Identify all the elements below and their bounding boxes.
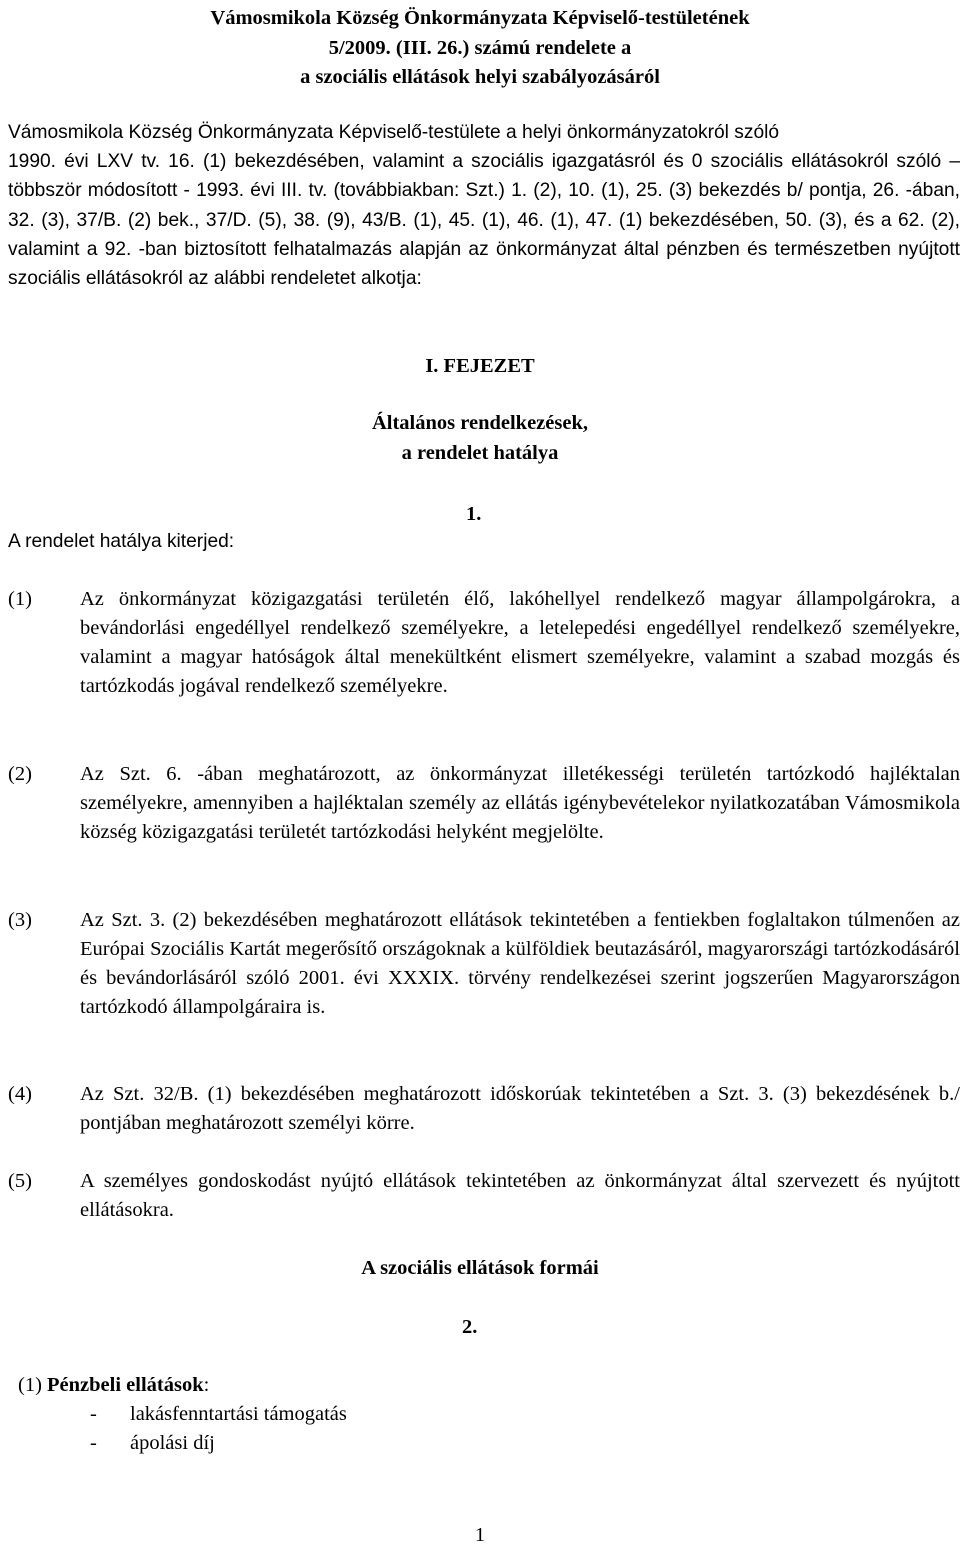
paragraph-text: Az Szt. 32/B. (1) bekezdésében meghatározott időskorúak tekintetében a Szt. 3. (3) bekezdésének b./ pontjában meghatározott személyi körre.: [80, 1083, 960, 1134]
chapter-subtitle: [0, 409, 960, 468]
chapter-title: I. FEJEZET: [425, 355, 535, 377]
title-line-3: a szociális ellátások helyi szabályozásáról: [300, 66, 660, 88]
chapter-subtitle-line-1: Általános rendelkezések,: [371, 412, 588, 434]
benefit-label-colon: :: [203, 1374, 210, 1396]
section-1-paragraph-5: [8, 1167, 960, 1225]
section-1-paragraph-1: [8, 585, 960, 701]
section-1-paragraph-4: [8, 1080, 960, 1138]
preamble-body: 1990. évi LXV tv. 16. (1) bekezdésében, valamint a szociális igazgatásról és 0 szociális ellátásokról szóló – többször módosított - 1993. évi III. tv. (továbbiakban: Szt.) 1. (2), 10. (1), 25. (3) bekezdés b/ pontja, 26. -ában, 32. (3), 37/B. (2) bek., 37/D. (5), 38. (9), 43/B. (1), 45. (1), 46. (1), 47. (1) bekezdésében, 50. (3), és a 62. (2), valamint a 92. -ban biztosított felhatalmazás alapján az önkormányzat által pénzben és természetben nyújtott szociális ellátásokról az alábbi rendeletet alkotja:: [8, 151, 960, 290]
paragraph-number: (5): [8, 1170, 32, 1192]
title-line-1: Vámosmikola Község Önkormányzata Képviselő-testületének: [210, 7, 750, 29]
paragraph-number: (1): [8, 588, 32, 610]
section-2-number: 2.: [462, 1316, 478, 1338]
paragraph-number: (3): [8, 909, 32, 931]
list-item-text: ápolási díj: [130, 1432, 215, 1454]
list-dash: -: [90, 1403, 97, 1425]
paragraph-number: (4): [8, 1083, 32, 1105]
list-dash: -: [90, 1432, 97, 1454]
section-1-paragraph-2: [8, 760, 960, 847]
document-title: [0, 4, 960, 93]
paragraph-text: Az önkormányzat közigazgatási területén élő, lakóhellyel rendelkező magyar állampolgárokra, a bevándorlási engedéllyel rendelkező személyekre, a letelepedési engedéllyel rendelkező személyekre, valamint a magyar hatóságok által menekültként elismert személyekre, valamint a szabad mozgás és tartózkodás jogával rendelkező személyekre.: [80, 588, 960, 697]
paragraph-text: A személyes gondoskodást nyújtó ellátások tekintetében az önkormányzat által szervezett és nyújtott ellátásokra.: [80, 1170, 960, 1221]
paragraph-text: Az Szt. 3. (2) bekezdésében meghatározott ellátások tekintetében a fentiekben foglaltakon túlmenően az Európai Szociális Kartát megerősítő országoknak a külföldiek beutazásáról, magyarországi tartózkodásáról és bevándorlásáról szóló 2001. évi XXXIX. törvény rendelkezései szerint jogszerűen Magyarországon tartózkodó állampolgáraira is.: [80, 909, 960, 1018]
benefit-list: [90, 1400, 347, 1458]
benefit-label: Pénzbeli ellátások: [47, 1374, 204, 1396]
list-item: [90, 1400, 347, 1429]
section-1-number: 1.: [466, 503, 482, 525]
scope-label: A rendelet hatálya kiterjed:: [8, 531, 235, 552]
paragraph-text: Az Szt. 6. -ában meghatározott, az önkormányzat illetékességi területén tartózkodó hajléktalan személyekre, amennyiben a hajléktalan személy az ellátás igénybevételekor nyilatkozatában Vámosmikola község közigazgatási területét tartózkodási helyként megjelölte.: [80, 763, 960, 843]
section-1-paragraph-3: [8, 906, 960, 1022]
chapter-subtitle-line-2: a rendelet hatálya: [401, 441, 559, 464]
preamble: [8, 118, 960, 293]
benefit-number: (1): [18, 1374, 42, 1396]
paragraph-number: (2): [8, 763, 32, 785]
list-item-text: lakásfenntartási támogatás: [130, 1403, 347, 1425]
preamble-first-line: Vámosmikola Község Önkormányzata Képviselő-testülete a helyi önkormányzatokról szóló: [8, 122, 780, 143]
benefit-item-1: [18, 1371, 209, 1400]
forms-heading: A szociális ellátások formái: [361, 1257, 599, 1279]
page-number: 1: [474, 1524, 486, 1546]
title-line-2: 5/2009. (III. 26.) számú rendelete a: [328, 36, 632, 59]
list-item: [90, 1429, 347, 1458]
